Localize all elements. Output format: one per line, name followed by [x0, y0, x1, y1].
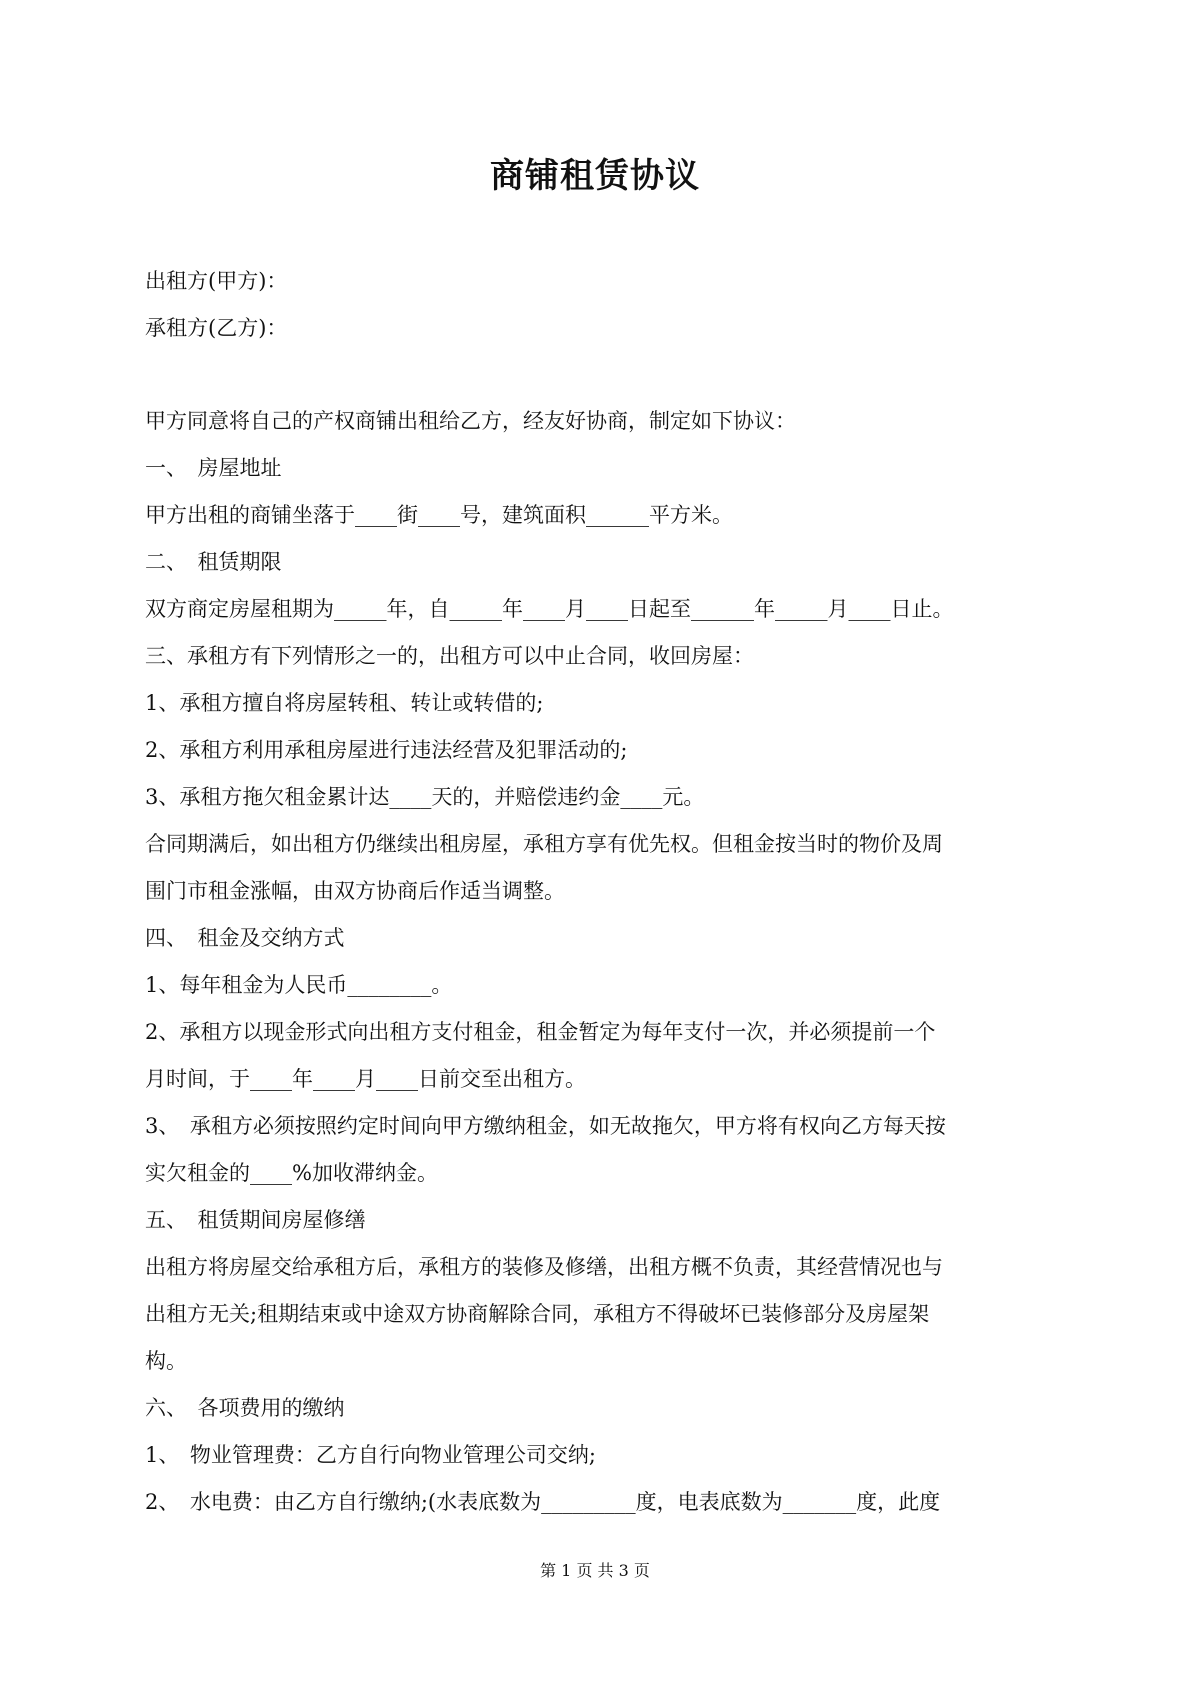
section-heading-repairs: 五、 租赁期间房屋修缮	[145, 1208, 366, 1232]
list-item: 1、每年租金为人民币________。	[145, 973, 453, 997]
section-heading-term: 二、 租赁期限	[145, 550, 282, 574]
paragraph-line: 实欠租金的____%加收滞纳金。	[145, 1161, 438, 1185]
page-footer: 第 1 页 共 3 页	[540, 1561, 650, 1580]
party-lessee-line: 承租方(乙方)：	[145, 316, 288, 340]
paragraph-line: 出租方将房屋交给承租方后，承租方的装修及修缮，出租方概不负责，其经营情况也与	[145, 1255, 943, 1279]
list-item: 3、承租方拖欠租金累计达____天的，并赔偿违约金____元。	[145, 785, 705, 809]
paragraph-line: 合同期满后，如出租方仍继续出租房屋，承租方享有优先权。但租金按当时的物价及周	[145, 832, 943, 856]
list-item: 2、 水电费：由乙方自行缴纳;(水表底数为_________度，电表底数为_______度，此度	[145, 1490, 941, 1514]
list-item: 1、 物业管理费：乙方自行向物业管理公司交纳;	[145, 1443, 596, 1467]
list-item: 1、承租方擅自将房屋转租、转让或转借的;	[145, 691, 544, 715]
section-heading-address: 一、 房屋地址	[145, 456, 282, 480]
document-body	[145, 258, 1057, 1526]
section-heading-termination: 三、承租方有下列情形之一的，出租方可以中止合同，收回房屋：	[145, 644, 754, 668]
blank-gap	[145, 352, 1057, 398]
intro-paragraph: 甲方同意将自己的产权商铺出租给乙方，经友好协商，制定如下协议：	[145, 409, 796, 433]
paragraph-line: 月时间，于____年____月____日前交至出租方。	[145, 1067, 586, 1091]
list-item: 3、 承租方必须按照约定时间向甲方缴纳租金，如无故拖欠，甲方将有权向乙方每天按	[145, 1114, 946, 1138]
list-item: 2、承租方利用承租房屋进行违法经营及犯罪活动的;	[145, 738, 628, 762]
section-heading-rent: 四、 租金及交纳方式	[145, 926, 345, 950]
paragraph-line: 构。	[145, 1349, 187, 1373]
paragraph-line: 出租方无关;租期结束或中途双方协商解除合同，承租方不得破坏已装修部分及房屋架	[145, 1302, 930, 1326]
document-title: 商铺租赁协议	[490, 156, 700, 196]
paragraph-line: 双方商定房屋租期为_____年，自_____年____月____日起至______年_____月____日止。	[145, 597, 954, 621]
paragraph-line: 甲方出租的商铺坐落于____街____号，建筑面积______平方米。	[145, 503, 733, 527]
section-heading-fees: 六、 各项费用的缴纳	[145, 1396, 345, 1420]
paragraph-line: 围门市租金涨幅，由双方协商后作适当调整。	[145, 879, 565, 903]
party-lessor-line: 出租方(甲方)：	[145, 269, 288, 293]
list-item: 2、承租方以现金形式向出租方支付租金，租金暂定为每年支付一次，并必须提前一个	[145, 1020, 936, 1044]
